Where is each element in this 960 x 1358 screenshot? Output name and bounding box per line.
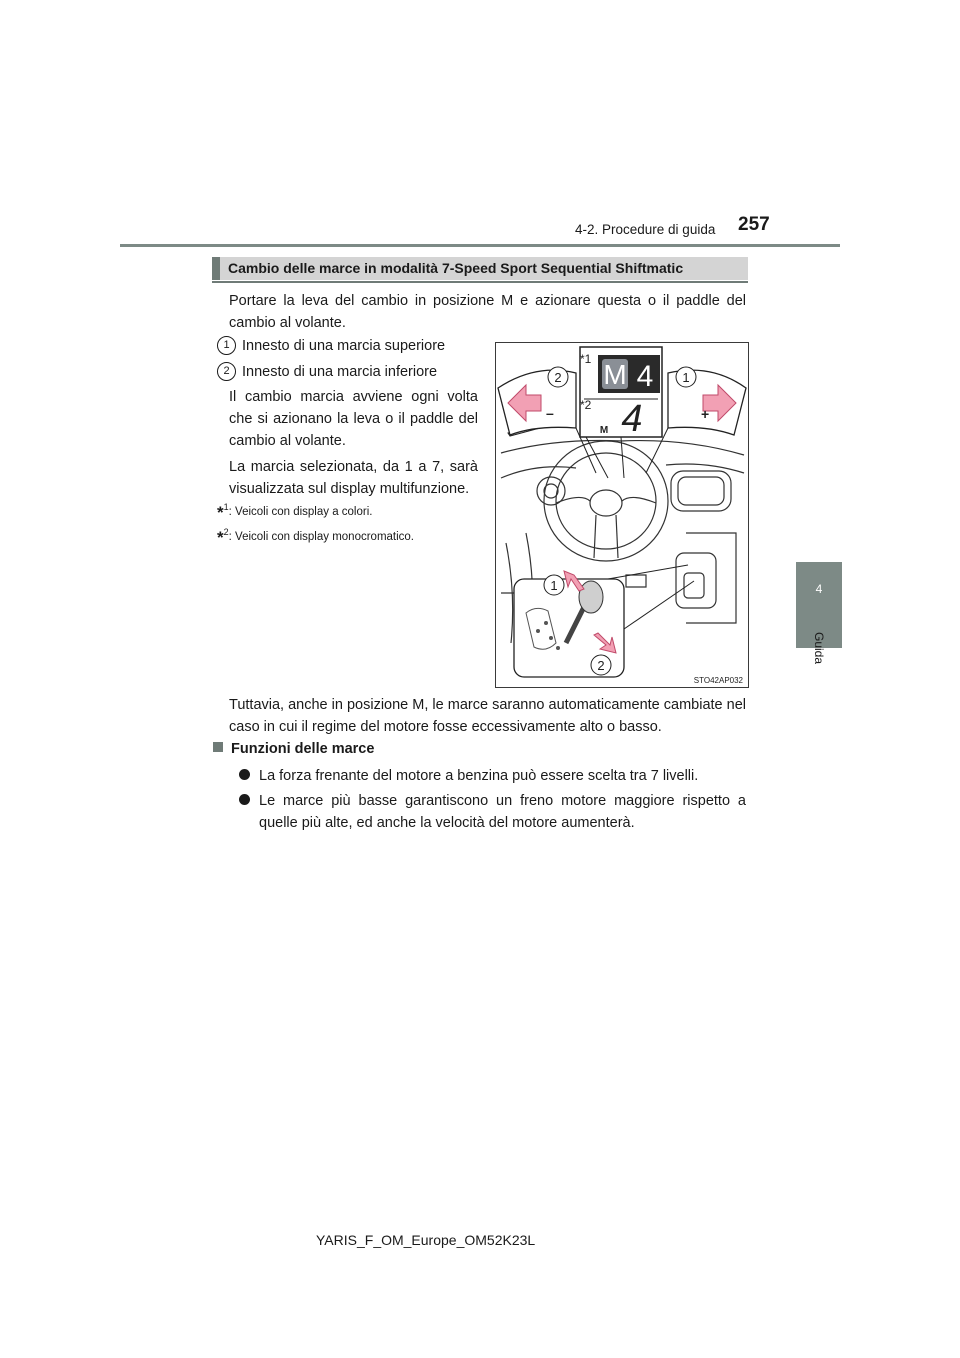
- auto-shift-paragraph: Tuttavia, anche in posizione M, le marce saranno automaticamente cambiate nel caso in cui il regime del motore fosse eccessivamente alto o basso.: [229, 697, 746, 735]
- item-number-1: 1: [217, 336, 236, 355]
- functions-heading-text: Funzioni delle marce: [231, 741, 375, 757]
- star1-label: *1: [580, 352, 592, 366]
- footnote-text: : Veicoli con display monocromatico.: [228, 530, 415, 543]
- callout-1-bottom: 1: [550, 578, 558, 593]
- shift-illustration-svg: [496, 343, 748, 687]
- bullet-dot-icon: [239, 769, 250, 780]
- color-display-mode: M: [603, 359, 627, 390]
- mono-display-mode: M: [599, 425, 609, 436]
- callout-1-top: 1: [682, 370, 690, 385]
- footnote-sup: 1: [223, 502, 229, 512]
- bullet-item: [239, 790, 746, 834]
- bullet-item: [239, 765, 746, 787]
- paragraph-shift: Il cambio marcia avviene ogni volta che si azionano la leva o il paddle del cambio al volante.: [229, 389, 478, 449]
- color-display-gear: 4: [636, 360, 654, 393]
- shift-illustration: [495, 342, 749, 688]
- footnote-sup: 2: [223, 527, 229, 537]
- paragraph-display: La marcia selezionata, da 1 a 7, sarà visualizzata sul display multifunzione.: [229, 459, 478, 497]
- functions-heading: [213, 741, 374, 757]
- footnote-1: [217, 502, 372, 523]
- title-rule: [212, 281, 748, 283]
- lever-inset: [514, 565, 694, 677]
- footnote-star: *: [217, 502, 224, 522]
- subsection-title: Cambio delle marce in modalità 7-Speed Sport Sequential Shiftmatic: [212, 257, 748, 280]
- footnote-star: *: [217, 527, 224, 547]
- chapter-name: Guida: [812, 632, 826, 665]
- item-text-1: Innesto di una marcia superiore: [242, 338, 446, 354]
- callout-2-top: 2: [554, 370, 562, 385]
- figure-code: STO42AP032: [693, 676, 743, 685]
- minus-label: –: [546, 405, 554, 421]
- bullet-text: La forza frenante del motore a benzina può essere scelta tra 7 livelli.: [259, 768, 699, 784]
- bullet-text: Le marce più basse garantiscono un freno motore maggiore rispetto a quelle più alte, ed anche la velocità del motore aumenterà.: [259, 793, 746, 831]
- chapter-number: 4: [815, 582, 823, 596]
- section-title: 4-2. Procedure di guida: [575, 222, 716, 237]
- mono-display-gear: 4: [621, 398, 643, 440]
- star2-label: *2: [580, 398, 592, 412]
- callout-2-bottom: 2: [597, 658, 605, 673]
- plus-label: +: [701, 406, 710, 422]
- item-text-2: Innesto di una marcia inferiore: [242, 364, 438, 380]
- footnote-2: [217, 527, 414, 548]
- header-rule: [120, 244, 840, 247]
- bullet-dot-icon: [239, 794, 250, 805]
- item-number-2: 2: [217, 362, 236, 381]
- footnote-text: : Veicoli con display a colori.: [228, 505, 373, 518]
- intro-paragraph: Portare la leva del cambio in posizione M e azionare questa o il paddle del cambio al volante.: [229, 293, 746, 331]
- page-number: 257: [738, 214, 770, 235]
- document-code: YARIS_F_OM_Europe_OM52K23L: [316, 1232, 536, 1248]
- heading-square-icon: [213, 742, 223, 752]
